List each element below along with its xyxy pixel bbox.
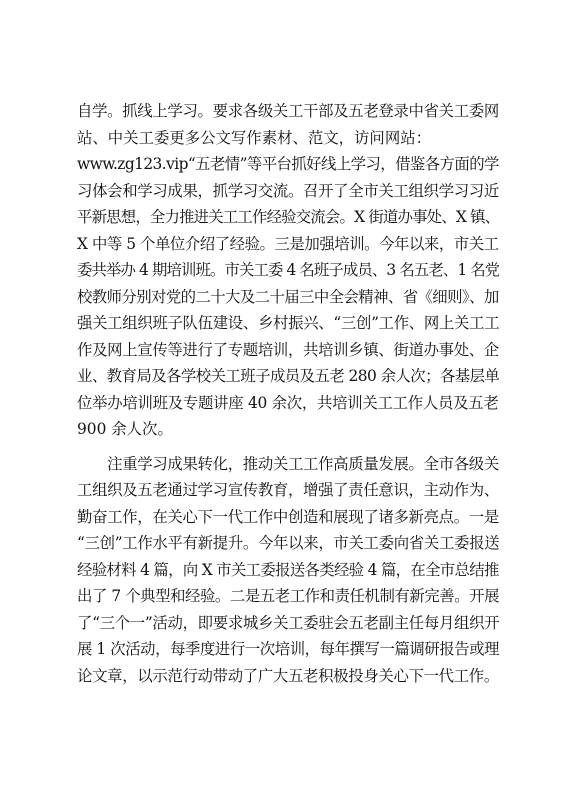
text-line: 注重学习成果转化，推动关工工作高质量发展。全市各级关 xyxy=(77,454,499,473)
paragraph-1 xyxy=(77,98,499,443)
text-line: 作及网上宣传等进行了专题培训，共培训乡镇、街道办事处、企 xyxy=(77,340,499,359)
paragraph-2 xyxy=(77,451,499,690)
text-line: 论文章，以示范行动带动了广大五老积极投身关心下一代工作。 xyxy=(77,666,499,685)
text-line: 位举办培训班及专题讲座 40 余次，共培训关工工作人员及五老 xyxy=(77,393,499,412)
text-line: 业、教育局及各学校关工班子成员及五老 280 余人次；各基层单 xyxy=(77,367,499,385)
paragraph-spacer xyxy=(77,443,499,451)
text-line: www.zg123.vip“五老情”等平台抓好线上学习，借鉴各方面的学 xyxy=(77,155,499,173)
text-line: 了“三个一”活动，即要求城乡关工委驻会五老副主任每月组织开 xyxy=(77,613,499,632)
text-line: 委共举办 4 期培训班。市关工委 4 名班子成员、3 名五老、1 名党 xyxy=(77,261,499,279)
text-line: 站、中关工委更多公文写作素材、范文，访问网站： xyxy=(77,128,431,147)
text-line: 出了 7 个典型和经验。二是五老工作和责任机制有新完善。开展 xyxy=(77,587,499,605)
text-line: 展 1 次活动，每季度进行一次培训，每年撰写一篇调研报告或理 xyxy=(77,640,499,658)
text-line: 900 余人次。 xyxy=(77,420,173,438)
text-line: 自学。抓线上学习。要求各级关工干部及五老登录中省关工委网 xyxy=(77,102,499,120)
text-line: X 中等 5 个单位介绍了经验。三是加强培训。今年以来，市关工 xyxy=(77,234,499,253)
body-text xyxy=(77,98,499,689)
text-line: 强关工组织班子队伍建设、乡村振兴、“三创”工作、网上关工工 xyxy=(77,314,499,332)
text-line: 习体会和学习成果，抓学习交流。召开了全市关工组织学习习近 xyxy=(77,181,499,200)
text-line: “三创”工作水平有新提升。今年以来，市关工委向省关工委报送 xyxy=(77,534,499,552)
text-line: 工组织及五老通过学习宣传教育，增强了责任意识，主动作为、 xyxy=(77,481,499,499)
text-line: 校教师分别对党的二十大及二十届三中全会精神、省《细则》、加 xyxy=(77,287,499,306)
text-line: 平新思想，全力推进关工工作经验交流会。X 街道办事处、X 镇、 xyxy=(77,208,499,226)
text-line: 经验材料 4 篇，向 X 市关工委报送各类经验 4 篇，在全市总结推 xyxy=(77,560,499,579)
text-line: 勤奋工作，在关心下一代工作中创造和展现了诸多新亮点。一是 xyxy=(77,507,499,526)
